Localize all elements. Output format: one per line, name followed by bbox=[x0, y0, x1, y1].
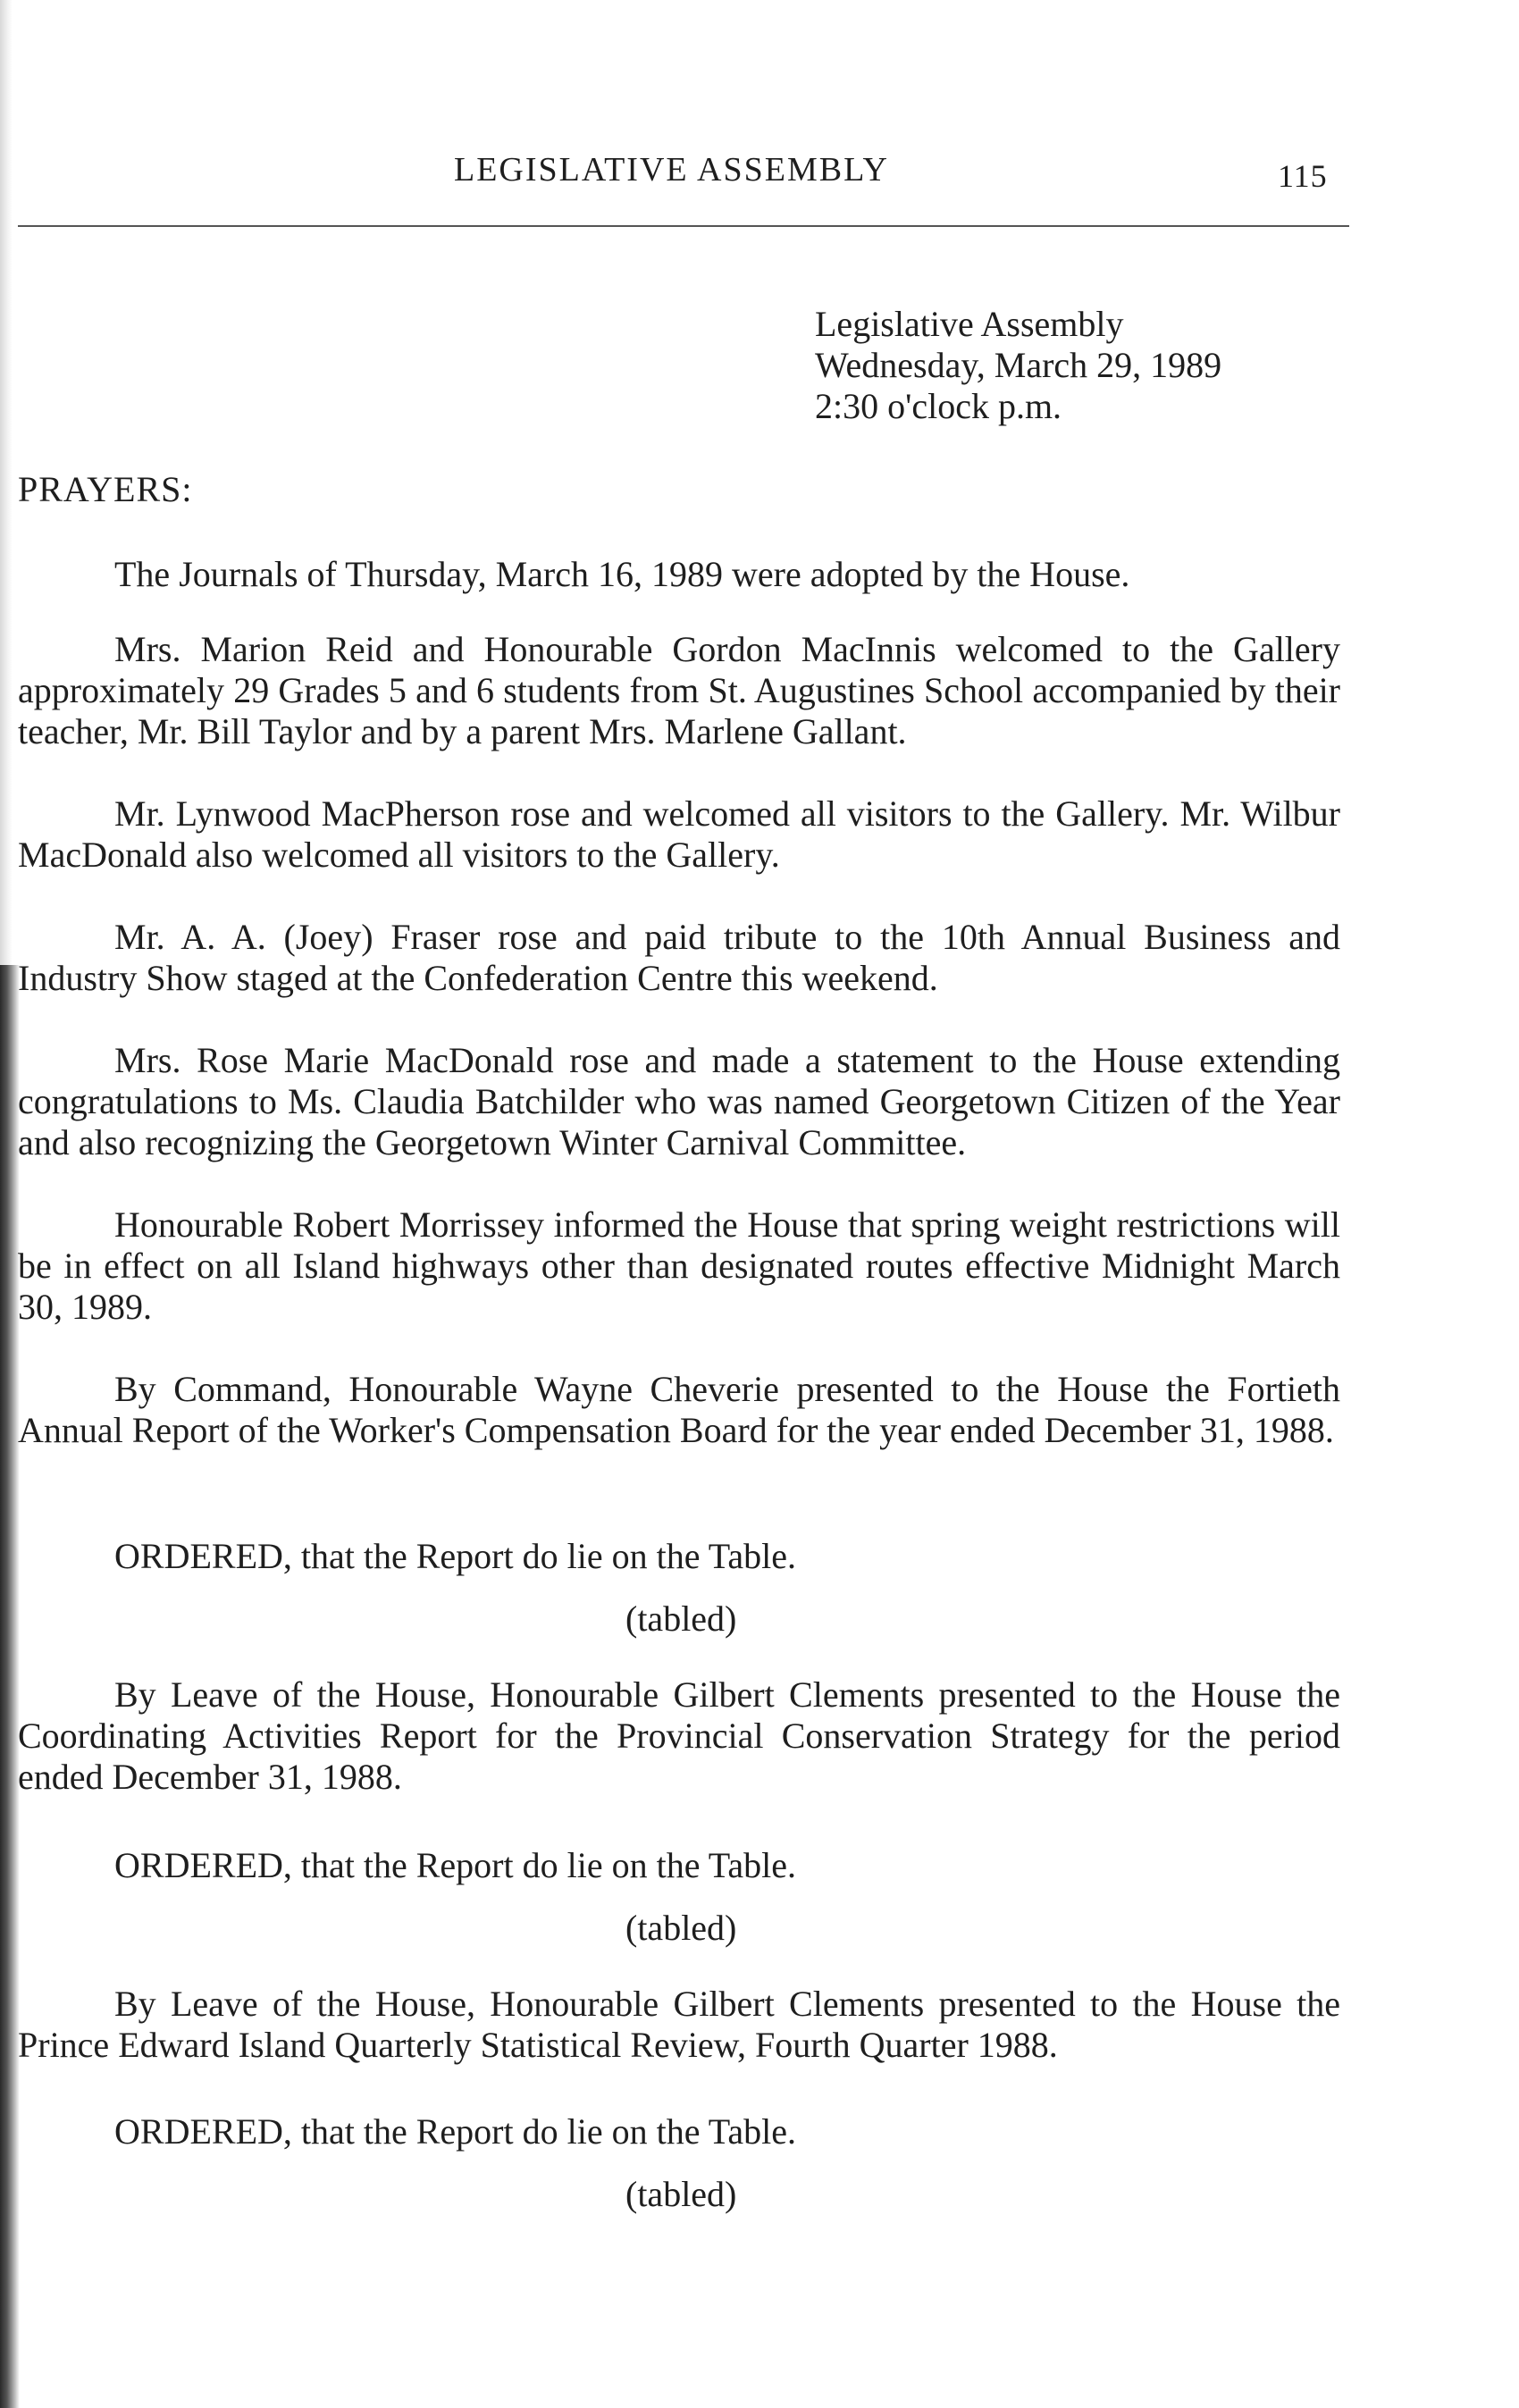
binding-shadow-lower bbox=[0, 965, 20, 2408]
ordered-statement-3: ORDERED, that the Report do lie on the Table. bbox=[114, 2111, 796, 2152]
paragraph-citizen-of-year: Mrs. Rose Marie MacDonald rose and made a statement to the House extending congratulations to Ms. Claudia Batchilder who was named Georgetown Citizen of the Year and also recognizing the Georgetown Winter Carnival Committee. bbox=[18, 1040, 1340, 1162]
paragraph-journals-adopted: The Journals of Thursday, March 16, 1989 were adopted by the House. bbox=[114, 554, 1130, 594]
page-number: 115 bbox=[1278, 158, 1328, 194]
paragraph-compensation-board-report: By Command, Honourable Wayne Cheverie presented to the House the Fortieth Annual Report of the Worker's Compensation Board for the year ended December 31, 1988. bbox=[18, 1369, 1340, 1450]
dateline-date: Wednesday, March 29, 1989 bbox=[815, 345, 1222, 385]
running-head: LEGISLATIVE ASSEMBLY bbox=[454, 151, 889, 189]
tabled-note-1: (tabled) bbox=[625, 1598, 737, 1639]
paragraph-conservation-strategy-report: By Leave of the House, Honourable Gilbert Clements presented to the House the Coordinating Activities Report for the Provincial Conservation Strategy for the period ended December 31, 1988. bbox=[18, 1674, 1340, 1797]
paragraph-industry-show-tribute: Mr. A. A. (Joey) Fraser rose and paid tribute to the 10th Annual Business and Industry Show staged at the Confederation Centre this weekend. bbox=[18, 917, 1340, 998]
tabled-note-2: (tabled) bbox=[625, 1908, 737, 1948]
dateline bbox=[815, 304, 1221, 427]
paragraph-gallery-welcome-visitors: Mr. Lynwood MacPherson rose and welcomed all visitors to the Gallery. Mr. Wilbur MacDonald also welcomed all visitors to the Gallery. bbox=[18, 793, 1340, 875]
paragraph-statistical-review: By Leave of the House, Honourable Gilbert Clements presented to the House the Prince Edward Island Quarterly Statistical Review, Fourth Quarter 1988. bbox=[18, 1984, 1340, 2065]
prayers-heading: PRAYERS: bbox=[18, 469, 193, 509]
binding-shadow-upper bbox=[0, 0, 13, 965]
dateline-time: 2:30 o'clock p.m. bbox=[815, 386, 1062, 426]
tabled-note-3: (tabled) bbox=[625, 2174, 737, 2214]
ordered-statement-2: ORDERED, that the Report do lie on the Table. bbox=[114, 1845, 796, 1885]
paragraph-gallery-welcome-students: Mrs. Marion Reid and Honourable Gordon MacInnis welcomed to the Gallery approximately 29 Grades 5 and 6 students from St. Augustines School accompanied by their teacher, Mr. Bill Taylor and by a parent Mrs. Marlene Gallant. bbox=[18, 629, 1340, 751]
ordered-statement-1: ORDERED, that the Report do lie on the Table. bbox=[114, 1536, 796, 1576]
paragraph-weight-restrictions: Honourable Robert Morrissey informed the House that spring weight restrictions will be in effect on all Island highways other than designated routes effective Midnight March 30, 1989. bbox=[18, 1204, 1340, 1327]
header-rule bbox=[18, 225, 1349, 227]
dateline-body: Legislative Assembly bbox=[815, 304, 1124, 344]
